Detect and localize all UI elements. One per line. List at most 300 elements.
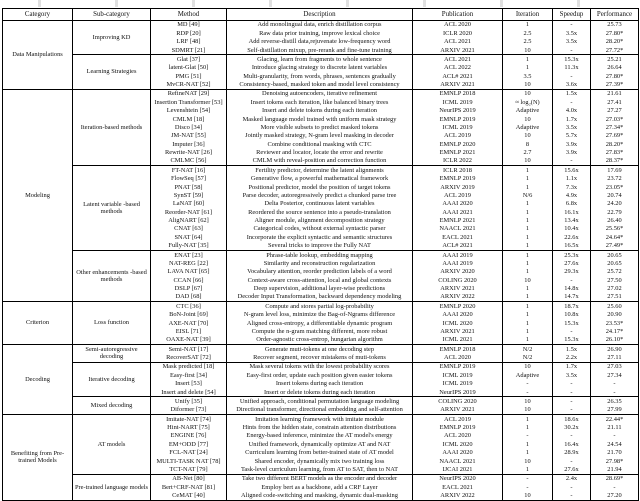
publication-cell: NAACL 2021 xyxy=(413,225,503,233)
iteration-cell: 1 xyxy=(503,302,553,311)
publication-cell: ICML 2019 xyxy=(413,98,503,106)
speedup-cell: 13.4x xyxy=(553,216,591,224)
col-header-category: Category xyxy=(3,9,73,21)
method-cell: Easy-first [34] xyxy=(151,371,227,379)
method-cell: Levenshtein [54] xyxy=(151,107,227,115)
performance-cell: 27.41 xyxy=(607,98,622,106)
description-cell: Glacing, learn from fragments to whole sentence xyxy=(227,55,413,64)
publication-cell: ARXIV 2021 xyxy=(413,80,503,89)
speedup-cell: 2.2x xyxy=(553,353,591,362)
publication-cell: ACL 2019 xyxy=(413,415,503,424)
publication-cell: EMNLP 2021 xyxy=(413,216,503,224)
description-cell: Consistency-based, masked token and model level consistency xyxy=(227,80,413,89)
method-cell: ENAT [23] xyxy=(151,250,227,259)
publication-cell: AAAI 2020 xyxy=(413,311,503,319)
publication-cell: ACL 2022 xyxy=(413,64,503,72)
performance-cell: 27.11 xyxy=(607,354,622,362)
publication-cell: ICLR 2018 xyxy=(413,166,503,175)
method-cell: DSLP [67] xyxy=(151,284,227,292)
method-cell: Hint-NART [75] xyxy=(151,423,227,431)
performance-cell: 20.90 xyxy=(607,311,622,319)
performance-cell: 25.73 xyxy=(591,20,639,29)
performance-cell: 27.34 xyxy=(607,371,622,379)
publication-cell: ARXIV 2020 xyxy=(413,268,503,276)
publication-cell: ARXIV 2021 xyxy=(413,327,503,335)
method-cell: Insertion Transformer [53] xyxy=(151,98,227,106)
publication-cell: ICML 2020 xyxy=(413,319,503,327)
publication-cell: ARXIV 2019 xyxy=(413,183,503,191)
iteration-cell: 10 xyxy=(503,46,553,55)
method-cell: MULTI-TASK NAT [78] xyxy=(151,457,227,465)
publication-cell: AAAI 2020 xyxy=(413,200,503,208)
performance-cell: 28.20* xyxy=(605,38,624,46)
iteration-cell: 1 xyxy=(503,259,553,267)
col-header-publication: Publication xyxy=(413,9,503,21)
description-cell: Easy-first order, update each position given easier tokens xyxy=(227,371,413,379)
method-cell: AligNART [62] xyxy=(151,216,227,224)
description-cell: Combine conditional masking with CTC xyxy=(227,140,413,148)
performance-cell: 27.51 xyxy=(607,293,622,301)
performance-cell: 24.64* xyxy=(605,233,624,241)
performance-cell: 27.72* xyxy=(605,46,624,54)
performance-cell: - xyxy=(613,483,616,491)
speedup-cell: - xyxy=(553,491,591,500)
table-row xyxy=(3,474,639,483)
iteration-cell: 1 xyxy=(503,319,553,327)
publication-cell: ACL# 2021 xyxy=(413,72,503,80)
iteration-cell: 10 xyxy=(503,406,553,415)
description-cell: Vocabulary attention, reorder prediction labels of a word xyxy=(227,268,413,276)
performance-cell: 27.98* xyxy=(605,457,624,465)
publication-cell: EMNLP 2018 xyxy=(413,345,503,354)
speedup-cell: - xyxy=(553,98,591,106)
performance-cell: 28.37* xyxy=(605,157,624,165)
description-cell: Curriculum learning from better-trained state of AT model xyxy=(227,449,413,457)
performance-cell: 20.65 xyxy=(607,259,622,267)
method-cell: EISL [71] xyxy=(151,327,227,335)
publication-cell: IJCAI 2021 xyxy=(413,465,503,474)
performance-cell: 23.72 xyxy=(607,175,622,183)
publication-cell: ICML 2021 xyxy=(413,336,503,345)
speedup-cell: 14.8x xyxy=(553,284,591,292)
publication-cell: NeurIPS 2019 xyxy=(413,388,503,397)
iteration-cell: 1 xyxy=(503,415,553,424)
speedup-cell: 3.6x xyxy=(553,80,591,89)
publication-cell: EMNLP 2020 xyxy=(413,302,503,311)
iteration-cell: 3.5 xyxy=(503,72,553,80)
performance-cell: 28.20* xyxy=(605,140,624,148)
performance-cell: 26.40 xyxy=(607,217,622,225)
description-cell: Jointly masked strategy, N-gram level masking in decoder xyxy=(227,132,413,140)
description-cell: Decoder Input Transformation, backward dependency modeling xyxy=(227,293,413,302)
description-cell: Add reverse-distill data,rejuvenate low-frequency word xyxy=(227,38,413,46)
publication-cell: ACL 2020 xyxy=(413,432,503,440)
category-cell: Modeling xyxy=(3,89,73,301)
method-cell: FlowSeq [57] xyxy=(151,175,227,183)
subcategory-cell: AT models xyxy=(73,415,151,475)
subcategory-cell: Latent variable -based methods xyxy=(73,166,151,251)
speedup-cell: - xyxy=(553,406,591,415)
method-cell: LAVA NAT [65] xyxy=(151,268,227,276)
publication-cell: NeurIPS 2020 xyxy=(413,474,503,483)
description-cell: Insert tokens during each iteration xyxy=(227,380,413,388)
performance-cell: 26.10* xyxy=(605,336,624,344)
category-cell: Benefiting from Pre-trained Models xyxy=(3,415,73,501)
performance-cell: 23.05* xyxy=(605,183,624,191)
publication-cell: ACL 2019 xyxy=(413,132,503,140)
subcategory-cell: Iteration-based methods xyxy=(73,89,151,165)
speedup-cell: 3.5x xyxy=(553,371,591,379)
iteration-cell: 10 xyxy=(503,157,553,166)
description-cell: Multi-granularity, from words, phrases, sentences gradually xyxy=(227,72,413,80)
performance-cell: 25.21 xyxy=(591,55,639,64)
publication-cell: ACL 2021 xyxy=(413,38,503,46)
publication-cell: ICML 2020 xyxy=(413,440,503,448)
description-cell: Masked language model trained with uniform mask strategy xyxy=(227,115,413,123)
performance-cell: 27.34* xyxy=(605,123,624,131)
iteration-cell: 1 xyxy=(503,208,553,216)
subcategory-cell: Semi-autoregressive decoding xyxy=(73,345,151,363)
description-cell: Parse decoder, autoregressively predict a chunked parse tree xyxy=(227,191,413,199)
publication-cell: EACL 2021 xyxy=(413,483,503,491)
performance-cell: - xyxy=(613,432,616,440)
performance-cell: 21.70 xyxy=(607,449,622,457)
description-cell: Unified approach, conditional permutation language modeling xyxy=(227,397,413,406)
method-cell: CeMAT [40] xyxy=(151,491,227,500)
iteration-cell: - xyxy=(503,380,553,388)
iteration-cell: - xyxy=(503,388,553,397)
publication-cell: ICML 2019 xyxy=(413,123,503,131)
method-cell: LaNAT [60] xyxy=(151,200,227,208)
speedup-cell: 2.4x xyxy=(553,474,591,483)
iteration-cell: 10 xyxy=(503,362,553,371)
method-cell: Imitate-NAT [74] xyxy=(151,415,227,424)
performance-cell: 27.02 xyxy=(607,285,622,293)
iteration-cell: 1 xyxy=(503,250,553,259)
method-cell: SDMRT [21] xyxy=(151,46,227,55)
iteration-cell: 1 xyxy=(503,440,553,448)
method-cell: MD [49] xyxy=(151,20,227,29)
iteration-cell: 1 xyxy=(503,200,553,208)
method-cell: Insert [53] xyxy=(151,380,227,388)
method-cell: Bert+CRF-NAT [81] xyxy=(151,483,227,491)
speedup-cell: 15.3x xyxy=(553,319,591,327)
iteration-cell: Adaptive xyxy=(503,107,553,115)
speedup-cell: 7.3x xyxy=(553,183,591,191)
speedup-cell: - xyxy=(553,483,591,491)
speedup-cell: - xyxy=(553,397,591,406)
method-cell: DAD [68] xyxy=(151,293,227,302)
iteration-cell: Adaptive xyxy=(503,371,553,379)
method-cell: Mask predicted [18] xyxy=(151,362,227,371)
method-cell: Unify [35] xyxy=(151,397,227,406)
iteration-cell: 1 xyxy=(503,311,553,319)
performance-cell: 27.99 xyxy=(607,406,622,414)
iteration-cell: 2.7 xyxy=(503,148,553,156)
iteration-cell: - xyxy=(503,432,553,440)
speedup-cell: 3.9x xyxy=(553,148,591,156)
speedup-cell: 3.5x xyxy=(553,38,591,46)
method-cell: MvCR-NAT [52] xyxy=(151,80,227,89)
iteration-cell: - xyxy=(503,483,553,491)
methods-survey-table-wrap xyxy=(2,8,638,501)
category-cell: Data Manipulations xyxy=(3,20,73,89)
description-cell: CMLM with reveal-position and correction function xyxy=(227,157,413,166)
description-cell: Fertility predictor, determine the latent alignments xyxy=(227,166,413,175)
speedup-cell: 27.6x xyxy=(553,259,591,267)
speedup-cell: 15.6x xyxy=(553,166,591,175)
iteration-cell: N/2 xyxy=(503,353,553,362)
iteration-cell: 2.5 xyxy=(503,38,553,46)
performance-cell: 20.74 xyxy=(607,191,622,199)
publication-cell: ACL 2020 xyxy=(413,20,503,29)
description-cell: Raw data prior training, improve lexical choice xyxy=(227,29,413,37)
description-cell: Generative flow, a powerful mathematical framework xyxy=(227,175,413,183)
iteration-cell: 1 xyxy=(503,284,553,292)
method-cell: AB-Net [80] xyxy=(151,474,227,483)
iteration-cell: 10 xyxy=(503,397,553,406)
iteration-cell: 1 xyxy=(503,216,553,224)
iteration-cell: 10 xyxy=(503,276,553,284)
description-cell: Mask several tokens with the lowest probability scores xyxy=(227,362,413,371)
speedup-cell: 16.1x xyxy=(553,208,591,216)
iteration-cell: 1 xyxy=(503,64,553,72)
method-cell: FCL-NAT [24] xyxy=(151,449,227,457)
description-cell: Compute the n-gram matching different, more robust xyxy=(227,327,413,335)
speedup-cell: 15.3x xyxy=(553,336,591,345)
speedup-cell: 27.6x xyxy=(553,465,591,474)
method-cell: Imputer [36] xyxy=(151,140,227,148)
speedup-cell: 22.6x xyxy=(553,233,591,241)
publication-cell: ACL# 2021 xyxy=(413,242,503,251)
description-cell: Imitation learning framework with imitate module xyxy=(227,415,413,424)
speedup-cell: 1.5x xyxy=(553,345,591,354)
performance-cell: 27.20 xyxy=(607,492,622,500)
method-cell: NAT-REG [22] xyxy=(151,259,227,267)
iteration-cell: N/2 xyxy=(503,345,553,354)
iteration-cell: 10 xyxy=(503,115,553,123)
publication-cell: ACL 2019 xyxy=(413,191,503,199)
publication-cell: NAACL 2021 xyxy=(413,457,503,465)
col-header-subcategory: Sub-category xyxy=(73,9,151,21)
method-cell: latent-Glat [50] xyxy=(151,64,227,72)
publication-cell: ICLR 2022 xyxy=(413,157,503,166)
publication-cell: EMNLP 2020 xyxy=(413,140,503,148)
speedup-cell: 5.7x xyxy=(553,132,591,140)
iteration-cell: 1 xyxy=(503,20,553,29)
description-cell: Add monolingual data, enrich distillation corpus xyxy=(227,20,413,29)
description-cell: Energy-based inference, minimize the AT model's energy xyxy=(227,432,413,440)
publication-cell: ICML 2019 xyxy=(413,371,503,379)
speedup-cell: - xyxy=(553,380,591,388)
header-row xyxy=(3,9,639,21)
description-cell: More visible subsets to predict masked tokens xyxy=(227,123,413,131)
speedup-cell: 1.7x xyxy=(553,362,591,371)
table-row xyxy=(3,166,639,175)
iteration-cell: 1 xyxy=(503,327,553,335)
table-row xyxy=(3,302,639,311)
subcategory-cell: Other enhancements -based methods xyxy=(73,250,151,301)
method-cell: JM-NAT [55] xyxy=(151,132,227,140)
speedup-cell: 25.3x xyxy=(553,250,591,259)
description-cell: Insert and delete tokens during each iteration xyxy=(227,107,413,115)
speedup-cell: 1.5x xyxy=(553,89,591,98)
description-cell: Generate muti-tokens at one decoding step xyxy=(227,345,413,354)
performance-cell: 24.17* xyxy=(605,327,624,335)
performance-cell: 25.56* xyxy=(605,225,624,233)
method-cell: ENGINE [76] xyxy=(151,432,227,440)
performance-cell: - xyxy=(613,380,616,388)
speedup-cell: - xyxy=(553,388,591,397)
col-header-description: Description xyxy=(227,9,413,21)
description-cell: Employ bert as a backbone, add a CRF Layer xyxy=(227,483,413,491)
speedup-cell: 1.1x xyxy=(553,175,591,183)
performance-cell: 27.80* xyxy=(605,72,624,80)
subcategory-cell: Learning Strategies xyxy=(73,55,151,90)
performance-cell: 27.69* xyxy=(605,132,624,140)
description-cell: Insert tokens each iteration, like balanced binary trees xyxy=(227,98,413,106)
speedup-cell: 3.9x xyxy=(553,140,591,148)
method-cell: Rewrite-NAT [26] xyxy=(151,148,227,156)
table-row xyxy=(3,250,639,259)
publication-cell: EACL 2021 xyxy=(413,233,503,241)
description-cell: Aligner module, alignment decomposition strategy xyxy=(227,216,413,224)
method-cell: Diformer [73] xyxy=(151,406,227,415)
speedup-cell: 16.5x xyxy=(553,242,591,251)
iteration-cell: 1 xyxy=(503,175,553,183)
method-cell: EM+ODD [77] xyxy=(151,440,227,448)
iteration-cell: - xyxy=(503,474,553,483)
iteration-cell: Adaptive xyxy=(503,123,553,131)
method-cell: Fully-NAT [35] xyxy=(151,242,227,251)
speedup-cell: - xyxy=(553,46,591,55)
speedup-cell: 3.5x xyxy=(553,123,591,131)
method-cell: CTC [36] xyxy=(151,302,227,311)
iteration-cell: 1 xyxy=(503,242,553,251)
performance-cell: 27.80* xyxy=(605,29,624,37)
publication-cell: COLING 2020 xyxy=(413,276,503,284)
iteration-cell: 10 xyxy=(503,89,553,98)
method-cell: CNAT [63] xyxy=(151,225,227,233)
description-cell: Positional predictor, model the position of target tokens xyxy=(227,183,413,191)
subcategory-cell: Mixed decoding xyxy=(73,397,151,415)
publication-cell: ARXIV 2021 xyxy=(413,46,503,55)
speedup-cell: 4.0x xyxy=(553,107,591,115)
speedup-cell: 30.2x xyxy=(553,423,591,431)
description-cell: Context-aware cross-attention, local and global contexts xyxy=(227,276,413,284)
publication-cell: ICLR 2020 xyxy=(413,29,503,37)
performance-cell: 24.54 xyxy=(607,440,622,448)
description-cell: Reordered the source sentence into a pseudo-translation xyxy=(227,208,413,216)
description-cell: Denoising autoencoders, iterative refinement xyxy=(227,89,413,98)
speedup-cell: - xyxy=(553,276,591,284)
performance-cell: 21.11 xyxy=(607,424,622,432)
iteration-cell: 1 xyxy=(503,55,553,64)
description-cell: Delta Posterior, continuous latent variables xyxy=(227,200,413,208)
publication-cell: AAAI 2019 xyxy=(413,250,503,259)
description-cell: Deep supervision, additional layer-wise predictions xyxy=(227,284,413,292)
method-cell: Glat [37] xyxy=(151,55,227,64)
cropped-caption xyxy=(0,0,640,7)
speedup-cell: 14.7x xyxy=(553,293,591,302)
iteration-cell: 1 xyxy=(503,268,553,276)
table-row xyxy=(3,20,639,29)
performance-cell: 27.03 xyxy=(591,362,639,371)
description-cell: N-gram level loss, minimize the Bag-of-Ngrams difference xyxy=(227,311,413,319)
performance-cell: 25.72 xyxy=(607,268,622,276)
speedup-cell: 10.8x xyxy=(553,311,591,319)
description-cell: Aligned cross-entropy, a differentiable dynamic program xyxy=(227,319,413,327)
performance-cell: 21.94 xyxy=(607,465,622,473)
subcategory-cell: Loss function xyxy=(73,302,151,345)
description-cell: Insert or delete tokens during each iteration xyxy=(227,388,413,397)
speedup-cell: 3.5x xyxy=(553,29,591,37)
col-header-method: Method xyxy=(151,9,227,21)
speedup-cell: 6.8x xyxy=(553,200,591,208)
publication-cell: AAAI 2021 xyxy=(413,208,503,216)
iteration-cell: 1 xyxy=(503,423,553,431)
methods-survey-table xyxy=(2,8,639,501)
table-row xyxy=(3,415,639,424)
speedup-cell: - xyxy=(553,432,591,440)
category-cell: Criterion xyxy=(3,302,73,345)
method-cell: Semi-NAT [17] xyxy=(151,345,227,354)
method-cell: RefineNAT [29] xyxy=(151,89,227,98)
publication-cell: EMNLP 2021 xyxy=(413,148,503,156)
iteration-cell: 1 xyxy=(503,166,553,175)
subcategory-cell: Pre-trained language models xyxy=(73,474,151,500)
description-cell: Order-agnostic cross-entrop, hungarian algorithm xyxy=(227,336,413,345)
performance-cell: 26.35 xyxy=(591,397,639,406)
performance-cell: 28.69* xyxy=(591,474,639,483)
description-cell: Phrase-table lookup, embedding mapping xyxy=(227,250,413,259)
method-cell: BoN-Joint [69] xyxy=(151,311,227,319)
speedup-cell: - xyxy=(553,72,591,80)
performance-cell: 24.20 xyxy=(607,200,622,208)
method-cell: LRF [48] xyxy=(151,38,227,46)
method-cell: CCAN [66] xyxy=(151,276,227,284)
method-cell: SynST [59] xyxy=(151,191,227,199)
publication-cell: COLING 2020 xyxy=(413,397,503,406)
performance-cell: 26.64 xyxy=(607,64,622,72)
speedup-cell: 10.4x xyxy=(553,225,591,233)
speedup-cell: 15.3x xyxy=(553,55,591,64)
iteration-cell: 8 xyxy=(503,140,553,148)
iteration-cell: 1 xyxy=(503,449,553,457)
publication-cell: ACL 2021 xyxy=(413,55,503,64)
table-row xyxy=(3,345,639,354)
method-cell: CMLM [18] xyxy=(151,115,227,123)
description-cell: Reviewer and locator, locate the error and rewrite xyxy=(227,148,413,156)
publication-cell: ACL 2020 xyxy=(413,353,503,362)
speedup-cell: 18.6x xyxy=(553,415,591,424)
publication-cell: AAAI 2019 xyxy=(413,259,503,267)
speedup-cell: 18.7x xyxy=(553,302,591,311)
method-cell: SNAT [64] xyxy=(151,233,227,241)
performance-cell: 17.69 xyxy=(591,166,639,175)
speedup-cell: 16.4x xyxy=(553,440,591,448)
speedup-cell: - xyxy=(553,327,591,335)
description-cell: Incorporate the explicit syntactic and semantic structures xyxy=(227,233,413,241)
speedup-cell: - xyxy=(553,157,591,166)
performance-cell: 27.03* xyxy=(605,115,624,123)
publication-cell: ARXIV 2022 xyxy=(413,293,503,302)
performance-cell: 22.79 xyxy=(607,208,622,216)
performance-cell: 27.50 xyxy=(607,276,622,284)
method-cell: Reorder-NAT [61] xyxy=(151,208,227,216)
publication-cell: EMNLP 2019 xyxy=(413,175,503,183)
speedup-cell: 11.3x xyxy=(553,64,591,72)
